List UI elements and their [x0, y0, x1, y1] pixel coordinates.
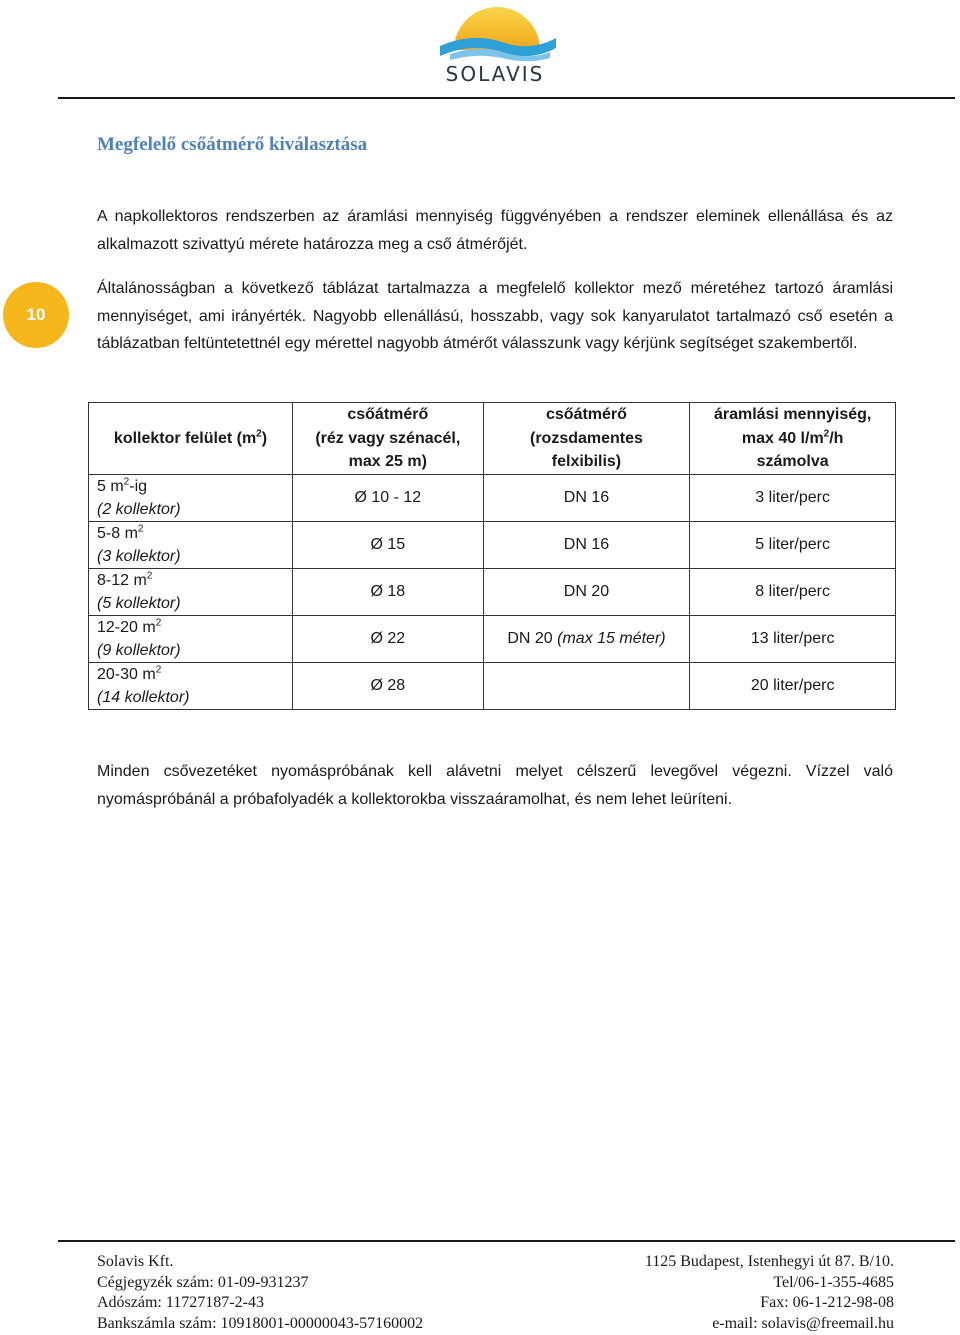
area-cell: 5 $m^2-ig$ (2 kollektor) — [89, 474, 293, 521]
header-collector-area: kollektor felület $(m^2)$ — [89, 403, 293, 475]
table-row — [89, 474, 896, 521]
tax-number: Adószám: 11727187-2-43 — [97, 1294, 264, 1312]
footer-contact-info — [645, 1252, 894, 1335]
steel-cell: DN 16 — [483, 474, 690, 521]
page-number-badge: 10 — [3, 282, 69, 348]
steel-cell: DN 16 — [483, 521, 690, 568]
header-stainless-pipe: csőátmérő (rozsdamentes felxibilis) — [483, 403, 690, 475]
steel-cell — [483, 662, 690, 709]
company-name: Solavis Kft. — [97, 1253, 174, 1270]
table-row — [89, 615, 896, 662]
intro-paragraph: A napkollektoros rendszerben az áramlási mennyiség függvényében a rendszer eleminek ellenállása és az alkalmazott szivattyú mérete határozza meg a cső átmérőjét. — [97, 208, 893, 253]
header-flow-rate: áramlási mennyiség, max 40 $l/m^2/h$ számolva — [690, 403, 896, 475]
steel-cell: DN 20 (max 15 méter) — [483, 615, 690, 662]
flow-cell: 8 liter/perc — [690, 568, 896, 615]
pipe-cell: Ø 10 - 12 — [293, 474, 484, 521]
bank-account: Bankszámla szám: 10918001-00000043-57160002 — [97, 1315, 424, 1333]
table-row — [89, 521, 896, 568]
steel-cell: DN 20 — [483, 568, 690, 615]
table-intro-paragraph: Általánosságban a következő táblázat tartalmazza a megfelelő kollektor mező méretéhez tartozó áramlási mennyiséget, ami irányérték. Nagyobb ellenállású, hosszabb, vagy sok kanyarulatot tartalmazó cső esetén a táblázatban feltüntetettnél egy mérettel nagyobb átmérőt válasszunk vagy kérjünk segítséget szakembertől. — [97, 280, 893, 352]
section-heading: Megfelelő csőátmérő kiválasztása — [97, 134, 368, 155]
pipe-cell: Ø 15 — [293, 521, 484, 568]
area-cell: 8-12 $m^2$ (5 kollektor) — [89, 568, 293, 615]
email: e-mail: solavis@freemail.hu — [712, 1315, 894, 1333]
flow-cell: 20 liter/perc — [690, 662, 896, 709]
pipe-diameter-table — [88, 402, 896, 710]
phone: Tel/06-1-355-4685 — [773, 1273, 894, 1291]
table-header-row — [89, 403, 896, 475]
pipe-cell: Ø 22 — [293, 615, 484, 662]
sun-wave-logo-icon — [432, 2, 562, 64]
address: 1125 Budapest, Istenhegyi út 87. B/10. — [644, 1253, 894, 1270]
flow-cell: 13 liter/perc — [690, 615, 896, 662]
flow-cell: 3 liter/perc — [690, 474, 896, 521]
fax: Fax: 06-1-212-98-08 — [760, 1294, 894, 1312]
pipe-cell: Ø 28 — [293, 662, 484, 709]
logo-wordmark: SOLAVIS — [445, 62, 545, 86]
registration-number: Cégjegyzék szám: 01-09-931237 — [97, 1273, 309, 1291]
area-cell: 5-8 $m^2$ (3 kollektor) — [89, 521, 293, 568]
pressure-test-paragraph: Minden csővezetéket nyomáspróbának kell alávetni melyet célszerű levegővel végezni. Vízzel való nyomáspróbánál a próbafolyadék a kollektorokba visszaáramolhat, és nem lehet leüríteni. — [97, 763, 893, 808]
header-divider — [58, 97, 955, 99]
footer-divider — [58, 1240, 955, 1242]
pipe-cell: Ø 18 — [293, 568, 484, 615]
table-row — [89, 568, 896, 615]
area-cell: 20-30 $m^2$ (14 kollektor) — [89, 662, 293, 709]
solavis-logo — [432, 2, 562, 92]
header-copper-pipe: csőátmérő (réz vagy szénacél, max 25 m) — [293, 403, 484, 475]
area-cell: 12-20 $m^2$ (9 kollektor) — [89, 615, 293, 662]
footer-company-info — [97, 1252, 423, 1335]
table-row — [89, 662, 896, 709]
flow-cell: 5 liter/perc — [690, 521, 896, 568]
